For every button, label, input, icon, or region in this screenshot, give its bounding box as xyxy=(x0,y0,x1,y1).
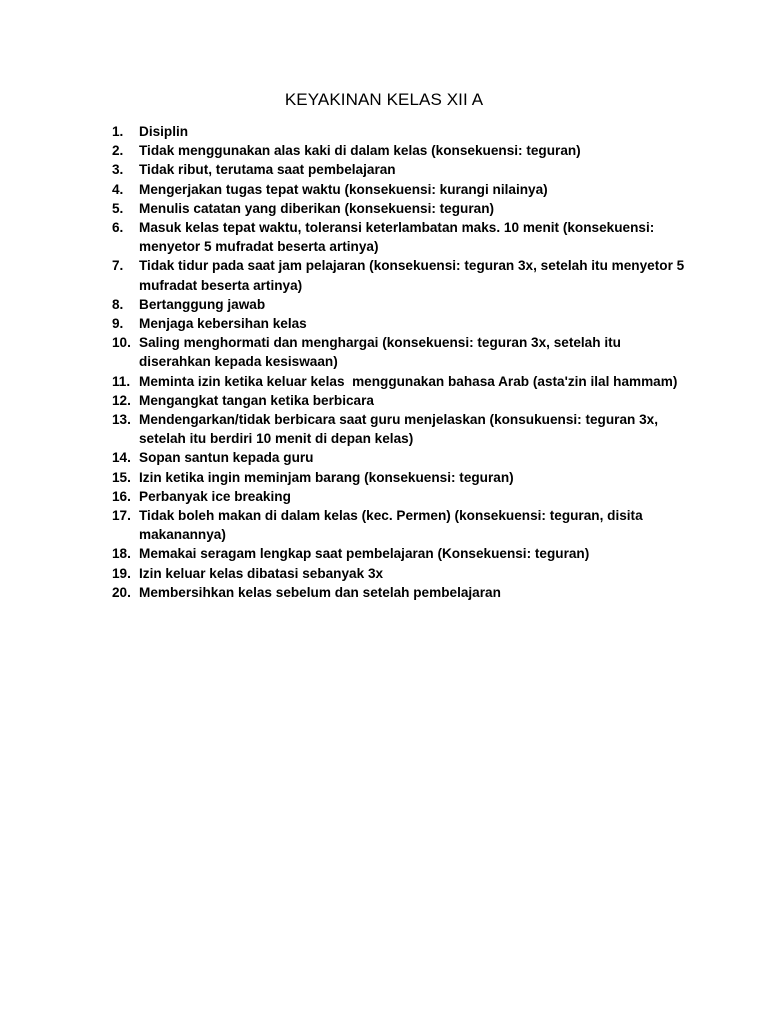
item-text: Memakai seragam lengkap saat pembelajaran (Konsekuensi: teguran) xyxy=(139,546,590,562)
item-text: Tidak boleh makan di dalam kelas (kec. Permen) (konsekuensi: teguran, disita makanannya) xyxy=(139,508,647,543)
item-number: 17. xyxy=(112,508,131,524)
item-number: 1. xyxy=(112,124,124,139)
list-item xyxy=(112,506,692,544)
item-text: Mengerjakan tugas tepat waktu (konsekuensi: kurangi nilainya) xyxy=(139,181,548,197)
item-number: 8. xyxy=(112,296,124,312)
item-text: Disiplin xyxy=(139,124,189,139)
list-item xyxy=(112,391,692,410)
list-item xyxy=(112,583,692,602)
item-text: Menulis catatan yang diberikan (konsekuensi: teguran) xyxy=(139,200,495,216)
item-number: 18. xyxy=(112,546,131,562)
item-number: 10. xyxy=(112,335,131,351)
list-item xyxy=(112,160,692,179)
list-item xyxy=(112,199,692,218)
list-item xyxy=(112,448,692,467)
item-number: 15. xyxy=(112,469,131,485)
item-text: Izin keluar kelas dibatasi sebanyak 3x xyxy=(139,565,384,581)
rules-list xyxy=(112,122,692,602)
item-text: Mendengarkan/tidak berbicara saat guru menjelaskan (konsukuensi: teguran 3x, setelah itu berdiri 10 menit di depan kelas) xyxy=(139,412,662,447)
list-item xyxy=(112,333,692,371)
item-number: 16. xyxy=(112,488,131,504)
item-number: 11. xyxy=(112,373,131,389)
list-item xyxy=(112,468,692,487)
item-number: 6. xyxy=(112,220,124,236)
list-item xyxy=(112,256,692,294)
item-number: 9. xyxy=(112,316,124,332)
list-item xyxy=(112,218,692,256)
item-text: Saling menghormati dan menghargai (konsekuensi: teguran 3x, setelah itu diserahkan kepada kesiswaan) xyxy=(139,335,625,370)
item-number: 13. xyxy=(112,412,131,428)
list-item xyxy=(112,180,692,199)
item-number: 7. xyxy=(112,258,124,274)
list-item xyxy=(112,122,692,141)
item-text: Perbanyak ice breaking xyxy=(139,488,291,504)
list-item xyxy=(112,141,692,160)
item-text: Sopan santun kepada guru xyxy=(139,450,314,466)
document-title: KEYAKINAN KELAS XII A xyxy=(284,90,484,109)
list-item xyxy=(112,295,692,314)
item-number: 3. xyxy=(112,162,124,178)
item-text: Tidak menggunakan alas kaki di dalam kelas (konsekuensi: teguran) xyxy=(139,143,581,159)
list-item xyxy=(112,372,692,391)
item-number: 2. xyxy=(112,143,124,159)
list-item xyxy=(112,410,692,448)
item-number: 14. xyxy=(112,450,131,466)
item-text: Masuk kelas tepat waktu, toleransi keterlambatan maks. 10 menit (konsekuensi: menyetor 5 mufradat beserta artinya) xyxy=(139,220,659,255)
item-text: Tidak tidur pada saat jam pelajaran (konsekuensi: teguran 3x, setelah itu menyetor 5 mufradat beserta artinya) xyxy=(139,258,688,293)
item-text: Mengangkat tangan ketika berbicara xyxy=(139,392,374,408)
list-item xyxy=(112,487,692,506)
item-number: 5. xyxy=(112,200,124,216)
item-text: Membersihkan kelas sebelum dan setelah pembelajaran xyxy=(139,584,501,600)
item-text: Meminta izin ketika keluar kelas menggunakan bahasa Arab (asta'zin ilal hammam) xyxy=(139,373,678,389)
list-item xyxy=(112,564,692,583)
item-number: 4. xyxy=(112,181,124,197)
list-item xyxy=(112,544,692,563)
item-text: Tidak ribut, terutama saat pembelajaran xyxy=(139,162,396,178)
item-number: 19. xyxy=(112,565,131,581)
item-number: 12. xyxy=(112,392,131,408)
item-text: Izin ketika ingin meminjam barang (konsekuensi: teguran) xyxy=(139,469,514,485)
list-item xyxy=(112,314,692,333)
item-text: Menjaga kebersihan kelas xyxy=(139,316,307,332)
item-text: Bertanggung jawab xyxy=(139,296,266,312)
item-number: 20. xyxy=(112,584,131,600)
